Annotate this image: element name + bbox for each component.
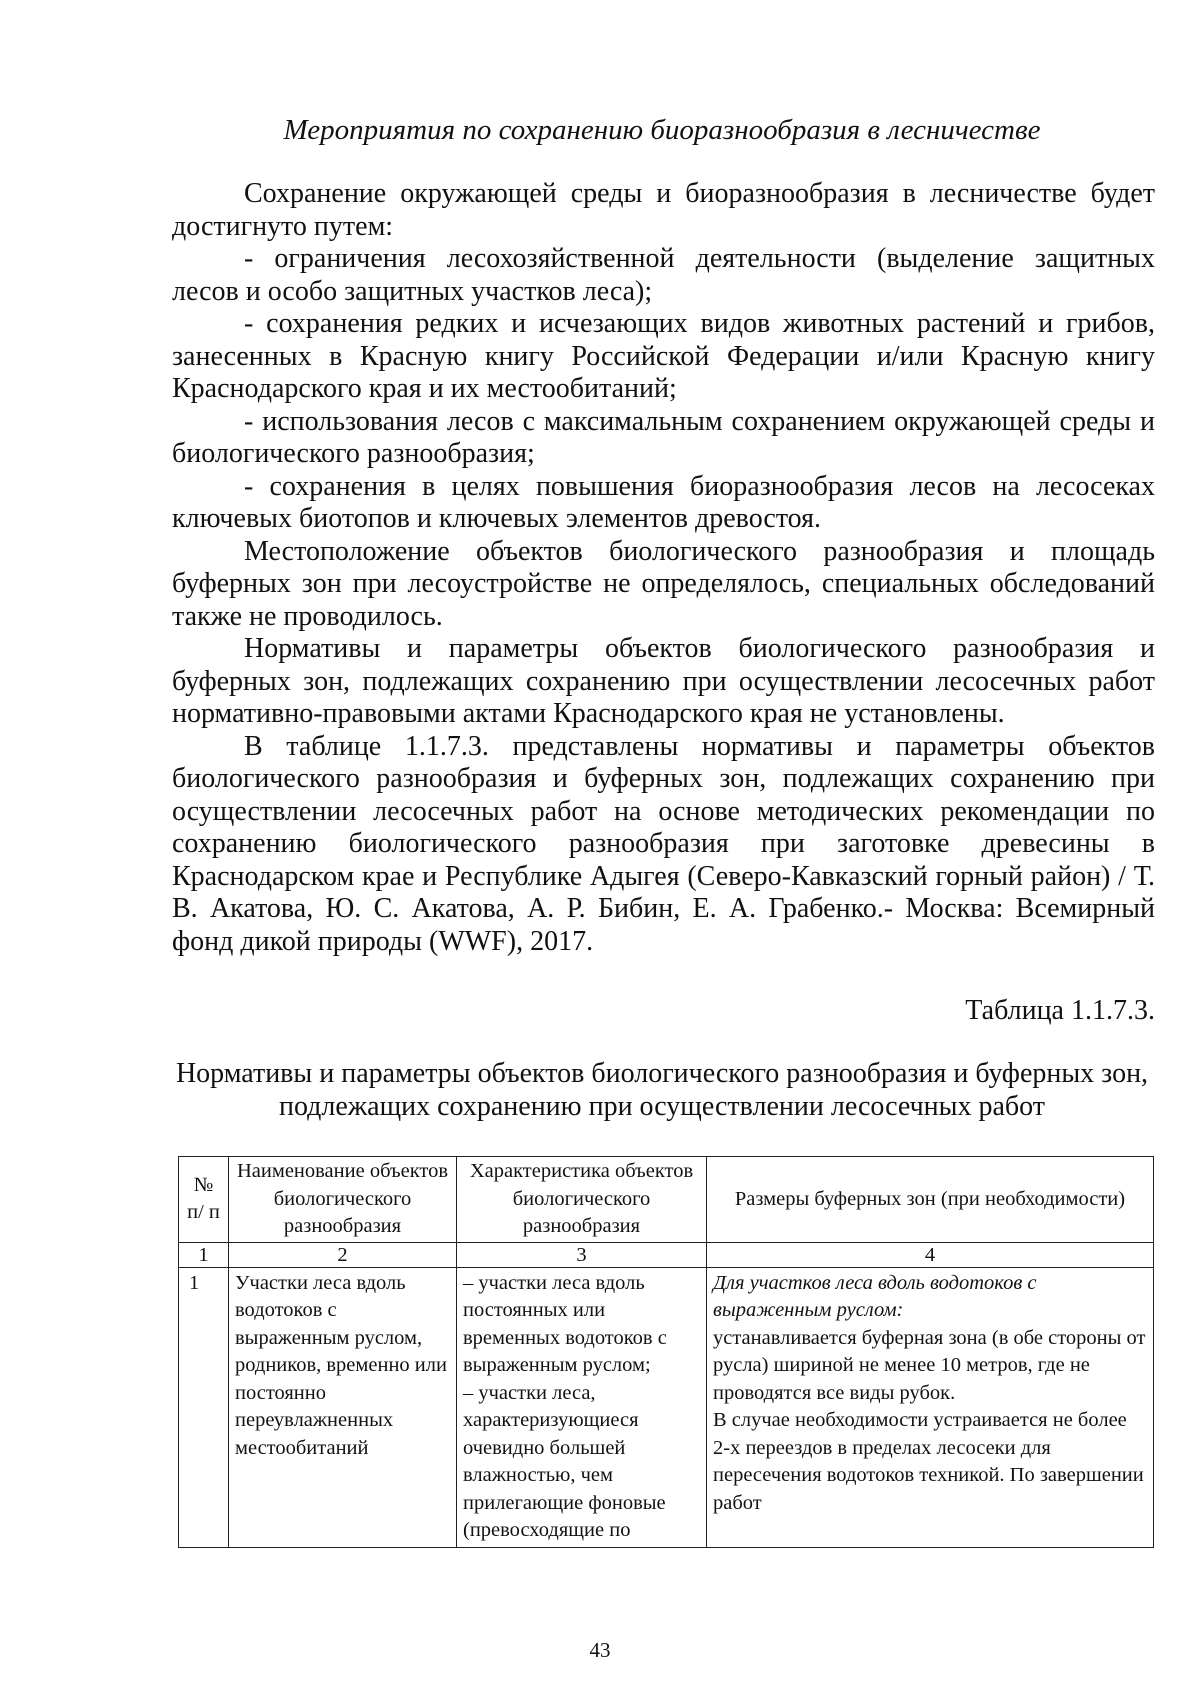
column-number: 2 xyxy=(229,1242,457,1267)
buffer-zone-size xyxy=(707,1267,1154,1547)
table-number: Таблица 1.1.7.3. xyxy=(965,995,1155,1026)
header-number: № п/ п xyxy=(179,1157,229,1243)
paragraph: - использования лесов с максимальным сохранением окружающей среды и биологического разнообразия; xyxy=(172,405,1155,469)
paragraph: В таблице 1.1.7.3. представлены нормативы и параметры объектов биологического разнообразия и буферных зон, подлежащих сохранению при осуществлении лесосечных работ на основе методических рекомендации по сохранению биологического разнообразия при заготовке древесины в Краснодарском крае и Республике Адыгея (Северо-Кавказский горный район) / Т. В. Акатова, Ю. С. Акатова, А. Р. Бибин, Е. А. Грабенко.- Москва: Всемирный фонд дикой природы (WWF), 2017. xyxy=(172,730,1155,957)
paragraph: - сохранения редких и исчезающих видов животных растений и грибов, занесенных в Красную книгу Российской Федерации и/или Красную книгу Краснодарского края и их местообитаний; xyxy=(172,308,1155,404)
object-name: Участки леса вдоль водотоков с выраженным руслом, родников, временно или постоянно переувлажненных местообитаний xyxy=(229,1267,457,1547)
column-numbers-row xyxy=(179,1242,1154,1267)
header-name: Наименование объектов биологического разнообразия xyxy=(229,1157,457,1243)
body-text xyxy=(172,178,1155,958)
object-characteristic xyxy=(457,1267,707,1547)
header-characteristic: Характеристика объектов биологического разнообразия xyxy=(457,1157,707,1243)
page-number: 43 xyxy=(589,1638,611,1662)
column-number: 1 xyxy=(179,1242,229,1267)
column-number: 3 xyxy=(457,1242,707,1267)
paragraph: - сохранения в целях повышения биоразнообразия лесов на лесосеках ключевых биотопов и ключевых элементов древостоя. xyxy=(172,470,1155,534)
characteristic-item: – участки леса, характеризующиеся очевидно большей влажностью, чем прилегающие фоновые (превосходящие по xyxy=(463,1381,666,1541)
section-heading: Мероприятия по сохранению биоразнообразия в лесничестве xyxy=(283,114,1041,146)
paragraph: Местоположение объектов биологического разнообразия и площадь буферных зон при лесоустройстве не определялось, специальных обследований также не проводилось. xyxy=(172,535,1155,632)
paragraph: Сохранение окружающей среды и биоразнообразия в лесничестве будет достигнуто путем: xyxy=(172,178,1155,242)
norms-table xyxy=(178,1156,1154,1548)
table-title: Нормативы и параметры объектов биологического разнообразия и буферных зон, подлежащих сохранению при осуществлении лесосечных работ xyxy=(175,1058,1149,1122)
column-number: 4 xyxy=(707,1242,1154,1267)
buffer-zone-text: устанавливается буферная зона (в обе стороны от русла) шириной не менее 10 метров, где не проводятся все виды рубок. xyxy=(713,1326,1146,1404)
characteristic-item: – участки леса вдоль постоянных или временных водотоков с выраженным руслом; xyxy=(463,1271,667,1376)
table-row xyxy=(179,1267,1154,1547)
buffer-zone-text: В случае необходимости устраивается не более 2-х переездов в пределах лесосеки для пересечения водотоков техникой. По завершении работ xyxy=(713,1409,1144,1514)
paragraph: - ограничения лесохозяйственной деятельности (выделение защитных лесов и особо защитных участков леса); xyxy=(172,243,1155,307)
table-header-row xyxy=(179,1157,1154,1243)
paragraph: Нормативы и параметры объектов биологического разнообразия и буферных зон, подлежащих сохранению при осуществлении лесосечных работ нормативно-правовыми актами Краснодарского края не установлены. xyxy=(172,633,1155,729)
buffer-zone-subheading: Для участков леса вдоль водотоков с выраженным руслом: xyxy=(713,1271,1037,1321)
header-buffer-size: Размеры буферных зон (при необходимости) xyxy=(707,1157,1154,1243)
row-number: 1 xyxy=(179,1267,229,1547)
